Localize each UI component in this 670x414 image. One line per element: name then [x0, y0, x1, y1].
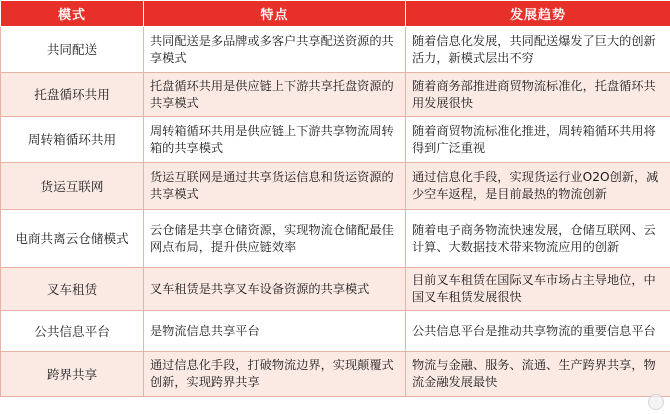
table-row [1, 210, 670, 268]
feature-cell: 共同配送是多品牌或多客户共享配送资源的共享模式 [144, 27, 406, 73]
table-row [1, 311, 670, 352]
trend-cell: 随着商贸物流标准化推进，周转箱循环共用将得到广泛重视 [406, 117, 670, 163]
watermark-icon [648, 394, 664, 410]
mode-cell: 托盘循环共用 [1, 73, 144, 117]
table-row [1, 27, 670, 73]
trend-cell: 目前叉车租赁在国际叉车市场占主导地位，中国叉车租赁发展很快 [406, 268, 670, 311]
table-row [1, 163, 670, 210]
feature-cell: 云仓储是共享仓储资源，实现物流仓储配最佳网点布局，提升供应链效率 [144, 210, 406, 268]
feature-cell: 货运互联网是通过共享货运信息和货运资源的共享模式 [144, 163, 406, 210]
mode-cell: 跨界共享 [1, 352, 144, 397]
mode-cell: 货运互联网 [1, 163, 144, 210]
table-row [1, 268, 670, 311]
column-header-feature: 特点 [144, 1, 406, 27]
column-header-mode: 模式 [1, 1, 144, 27]
trend-cell: 随着信息化发展，共同配送爆发了巨大的创新活力，新模式层出不穷 [406, 27, 670, 73]
table-row [1, 117, 670, 163]
table-row [1, 352, 670, 397]
feature-cell: 通过信息化手段，打破物流边界，实现颠覆式创新，实现跨界共享 [144, 352, 406, 397]
mode-cell: 叉车租赁 [1, 268, 144, 311]
feature-cell: 是物流信息共享平台 [144, 311, 406, 352]
mode-cell: 电商共离云仓储模式 [1, 210, 144, 268]
table-header-row [1, 1, 670, 27]
feature-cell: 周转箱循环共用是供应链上下游共享物流周转箱的共享模式 [144, 117, 406, 163]
feature-cell: 托盘循环共用是供应链上下游共享托盘资源的共享模式 [144, 73, 406, 117]
trend-cell: 随着电子商务物流快速发展，仓储互联网、云计算、大数据技术带来物流应用的创新 [406, 210, 670, 268]
trend-cell: 物流与金融、服务、流通、生产跨界共享，物流金融发展最快 [406, 352, 670, 397]
mode-cell: 周转箱循环共用 [1, 117, 144, 163]
feature-cell: 叉车租赁是共享叉车设备资源的共享模式 [144, 268, 406, 311]
table-row [1, 73, 670, 117]
mode-cell: 公共信息平台 [1, 311, 144, 352]
mode-cell: 共同配送 [1, 27, 144, 73]
trend-cell: 随着商务部推进商贸物流标准化，托盘循环共用发展很快 [406, 73, 670, 117]
column-header-trend: 发展趋势 [406, 1, 670, 27]
trend-cell: 公共信息平台是推动共享物流的重要信息平台 [406, 311, 670, 352]
trend-cell: 通过信息化手段，实现货运行业O2O创新，减少空车返程，是目前最热的物流创新 [406, 163, 670, 210]
